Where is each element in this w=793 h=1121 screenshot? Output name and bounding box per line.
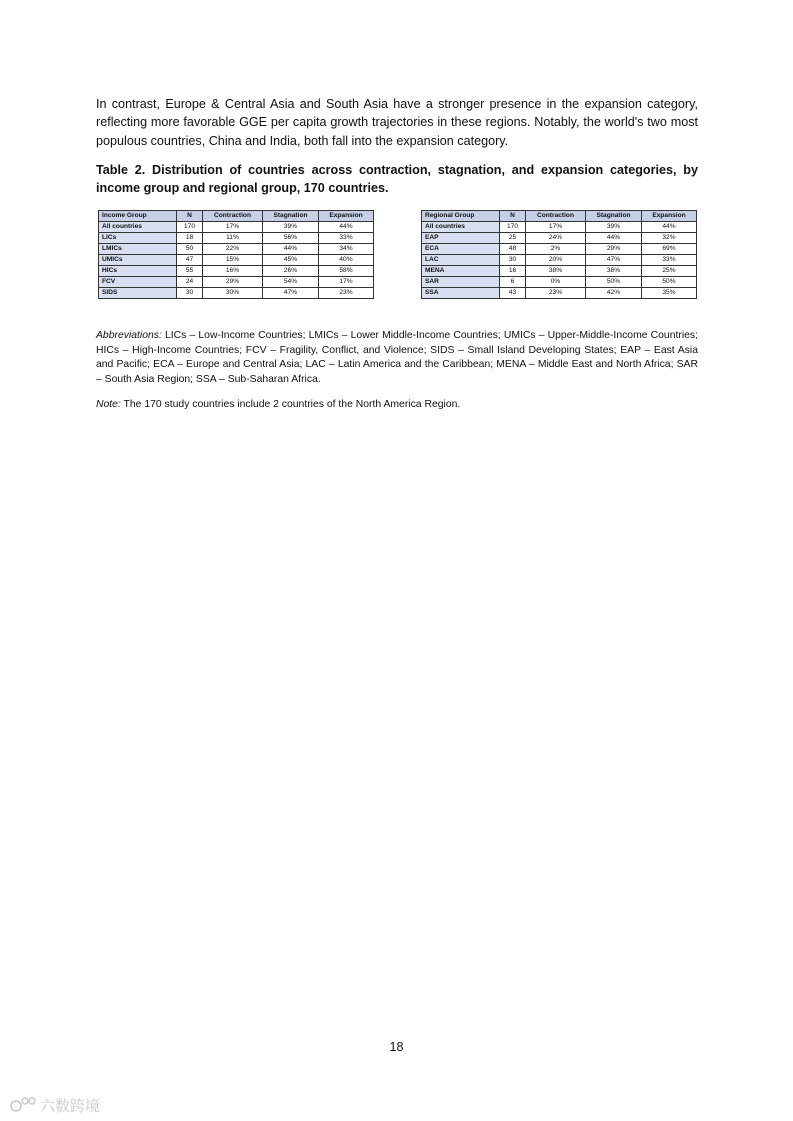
- table-caption: Table 2. Distribution of countries across contraction, stagnation, and expansion categories, by income group and regional group, 170 countries.: [96, 163, 698, 196]
- table-cell: 38%: [526, 266, 586, 277]
- row-label: ECA: [422, 244, 500, 255]
- table-cell: 69%: [641, 244, 696, 255]
- table-cell: 24: [177, 277, 203, 288]
- table-cell: 47%: [585, 255, 641, 266]
- row-label: SIDS: [99, 288, 177, 299]
- table-cell: 35%: [641, 288, 696, 299]
- row-label: LAC: [422, 255, 500, 266]
- table-cell: 170: [500, 222, 526, 233]
- table-cell: 18: [177, 233, 203, 244]
- table-row: [99, 222, 374, 233]
- table-cell: 22%: [203, 244, 263, 255]
- table-cell: 44%: [585, 233, 641, 244]
- table-cell: 25%: [641, 266, 696, 277]
- table-cell: 16%: [203, 266, 263, 277]
- column-header: Expansion: [318, 211, 373, 222]
- table-cell: 15%: [203, 255, 263, 266]
- table-cell: 39%: [262, 222, 318, 233]
- table-cell: 45%: [262, 255, 318, 266]
- table-cell: 34%: [318, 244, 373, 255]
- table-cell: 17%: [318, 277, 373, 288]
- table-cell: 40%: [318, 255, 373, 266]
- column-header: Contraction: [526, 211, 586, 222]
- row-label: LMICs: [99, 244, 177, 255]
- row-label: LICs: [99, 233, 177, 244]
- table-cell: 25: [500, 233, 526, 244]
- abbreviations-note: [96, 329, 698, 387]
- row-label: All countries: [99, 222, 177, 233]
- row-label: MENA: [422, 266, 500, 277]
- table-cell: 47: [177, 255, 203, 266]
- row-label: FCV: [99, 277, 177, 288]
- table-row: [422, 288, 697, 299]
- row-label: SAR: [422, 277, 500, 288]
- row-label: EAP: [422, 233, 500, 244]
- table-cell: 42%: [585, 288, 641, 299]
- table-header-row: [422, 211, 697, 222]
- page-number: 18: [389, 1040, 404, 1054]
- table-row: [99, 277, 374, 288]
- note-text: The 170 study countries include 2 countries of the North America Region.: [120, 399, 461, 410]
- table-cell: 2%: [526, 244, 586, 255]
- row-label: UMICs: [99, 255, 177, 266]
- abbreviations-text: LICs – Low-Income Countries; LMICs – Lower Middle-Income Countries; UMICs – Upper-Middle-Income Countries; HICs – High-Income Countries; FCV – Fragility, Conflict, and Violence; SIDS – Small Island Developing States; EAP – East Asia and Pacific; ECA – Europe and Central Asia; LAC – Latin America and the Caribbean; MENA – Middle East and North Africa; SAR – South Asia Region; SSA – Sub-Saharan Africa.: [96, 330, 698, 385]
- table-row: [422, 266, 697, 277]
- study-note: [96, 398, 698, 413]
- table-cell: 50%: [585, 277, 641, 288]
- table-cell: 43: [500, 288, 526, 299]
- table-cell: 16: [500, 266, 526, 277]
- table-cell: 50: [177, 244, 203, 255]
- table-row: [422, 244, 697, 255]
- table-cell: 0%: [526, 277, 586, 288]
- table-cell: 44%: [262, 244, 318, 255]
- watermark-logo: [8, 1094, 112, 1116]
- table-cell: 23%: [526, 288, 586, 299]
- column-header: Expansion: [641, 211, 696, 222]
- table-cell: 6: [500, 277, 526, 288]
- table-cell: 17%: [526, 222, 586, 233]
- table-cell: 44%: [641, 222, 696, 233]
- table-cell: 39%: [585, 222, 641, 233]
- table-cell: 26%: [262, 266, 318, 277]
- row-label: All countries: [422, 222, 500, 233]
- table-cell: 170: [177, 222, 203, 233]
- watermark-text: 六数跨境: [40, 1097, 101, 1115]
- table-cell: 33%: [641, 255, 696, 266]
- table-cell: 32%: [641, 233, 696, 244]
- note-label: Note:: [96, 399, 121, 410]
- table-row: [99, 233, 374, 244]
- table-row: [99, 244, 374, 255]
- table-cell: 29%: [585, 244, 641, 255]
- income-group-table: [98, 210, 374, 299]
- table-cell: 55: [177, 266, 203, 277]
- table-cell: 38%: [585, 266, 641, 277]
- table-cell: 17%: [203, 222, 263, 233]
- table-cell: 29%: [203, 277, 263, 288]
- regional-group-table: [421, 210, 697, 299]
- table-header-row: [99, 211, 374, 222]
- column-header: Income Group: [99, 211, 177, 222]
- table-cell: 24%: [526, 233, 586, 244]
- table-cell: 54%: [262, 277, 318, 288]
- table-cell: 48: [500, 244, 526, 255]
- table-cell: 56%: [262, 233, 318, 244]
- table-row: [99, 255, 374, 266]
- row-label: SSA: [422, 288, 500, 299]
- column-header: N: [177, 211, 203, 222]
- table-row: [422, 255, 697, 266]
- table-cell: 44%: [318, 222, 373, 233]
- table-cell: 58%: [318, 266, 373, 277]
- table-cell: 20%: [526, 255, 586, 266]
- column-header: N: [500, 211, 526, 222]
- column-header: Stagnation: [585, 211, 641, 222]
- table-cell: 30: [177, 288, 203, 299]
- table-row: [422, 233, 697, 244]
- table-cell: 30%: [203, 288, 263, 299]
- table-row: [422, 277, 697, 288]
- table-cell: 33%: [318, 233, 373, 244]
- column-header: Stagnation: [262, 211, 318, 222]
- table-cell: 23%: [318, 288, 373, 299]
- abbreviations-label: Abbreviations:: [96, 330, 162, 341]
- table-cell: 11%: [203, 233, 263, 244]
- body-paragraph: In contrast, Europe & Central Asia and South Asia have a stronger presence in the expansion category, reflecting more favorable GGE per capita growth trajectories in these regions. Notably, the world's two most populous countries, China and India, both fall into the expansion category.: [96, 97, 698, 148]
- row-label: HICs: [99, 266, 177, 277]
- table-cell: 50%: [641, 277, 696, 288]
- table-row: [99, 288, 374, 299]
- table-row: [99, 266, 374, 277]
- table-row: [422, 222, 697, 233]
- column-header: Regional Group: [422, 211, 500, 222]
- table-cell: 30: [500, 255, 526, 266]
- table-cell: 47%: [262, 288, 318, 299]
- column-header: Contraction: [203, 211, 263, 222]
